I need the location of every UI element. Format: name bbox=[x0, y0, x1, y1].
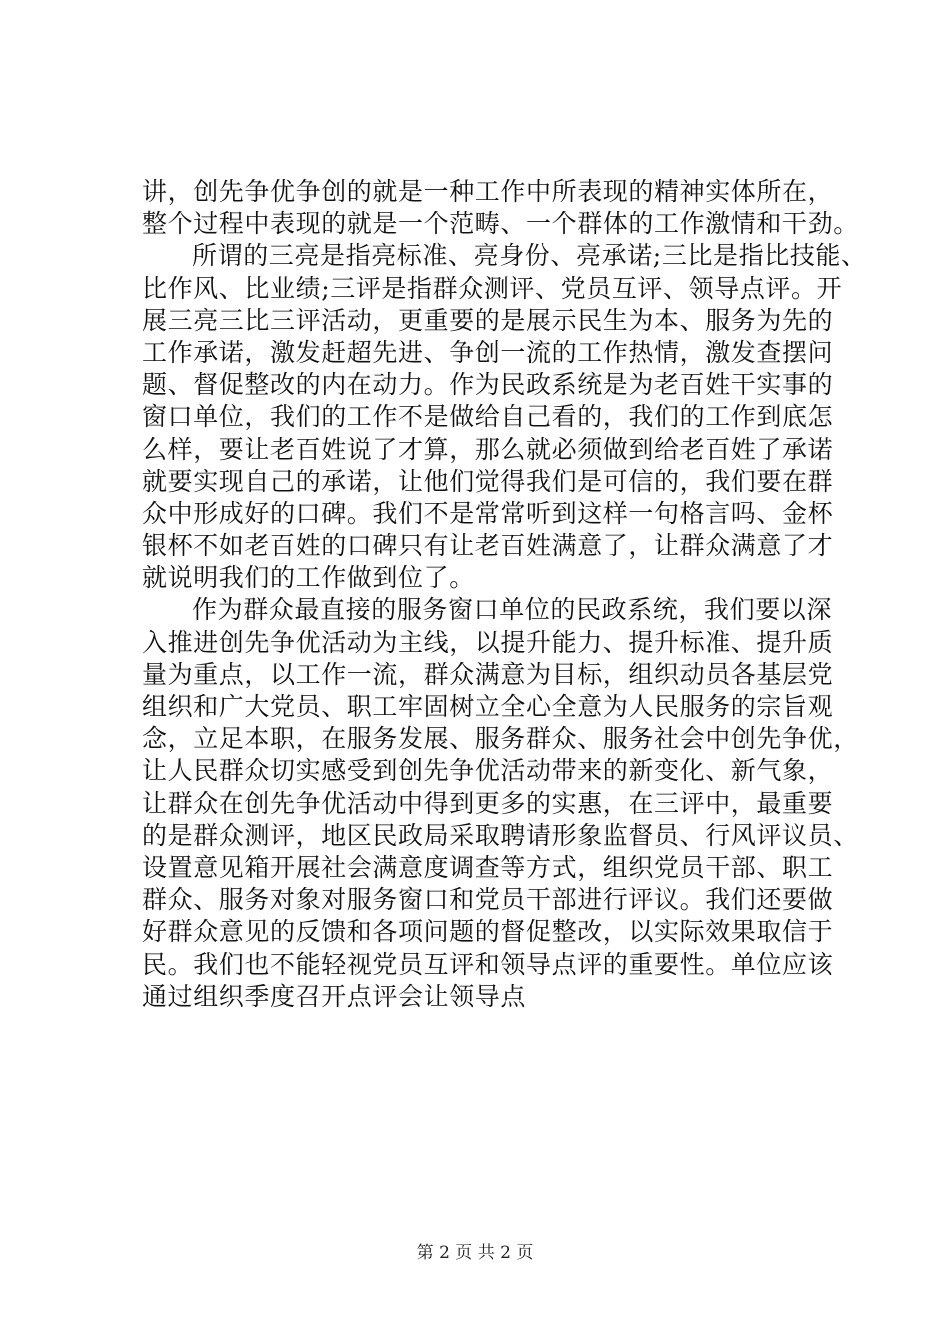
page-number-footer: 第 2 页 共 2 页 bbox=[416, 1243, 534, 1263]
text-line: 就要实现自己的承诺，让他们觉得我们是可信的，我们要在群 bbox=[142, 466, 834, 496]
body-text bbox=[142, 176, 867, 1013]
text-line: 银杯不如老百姓的口碑只有让老百姓满意了，让群众满意了才 bbox=[142, 531, 834, 561]
text-line: 好群众意见的反馈和各项问题的督促整改，以实际效果取信于 bbox=[142, 917, 834, 947]
text-line: 民。我们也不能轻视党员互评和领导点评的重要性。单位应该 bbox=[142, 949, 834, 979]
paragraph-start-line: 所谓的三亮是指亮标准、亮身份、亮承诺;三比是指比技能、 bbox=[192, 241, 867, 271]
text-line: 组织和广大党员、职工牢固树立全心全意为人民服务的宗旨观 bbox=[142, 692, 834, 721]
text-line: 展三亮三比三评活动，更重要的是展示民生为本、服务为先的 bbox=[142, 305, 834, 335]
text-line: 让群众在创先争优活动中得到更多的实惠，在三评中，最重要 bbox=[142, 788, 834, 818]
text-line: 工作承诺，激发赶超先进、争创一流的工作热情，激发查摆问 bbox=[142, 337, 834, 367]
text-line: 设置意见箱开展社会满意度调查等方式，组织党员干部、职工 bbox=[142, 852, 834, 882]
text-line: 入推进创先争优活动为主线，以提升能力、提升标准、提升质 bbox=[142, 627, 834, 657]
text-line: 通过组织季度召开点评会让领导点 bbox=[142, 981, 527, 1011]
paragraph-start-line: 作为群众最直接的服务窗口单位的民政系统，我们要以深 bbox=[192, 595, 833, 625]
text-line: 的是群众测评，地区民政局采取聘请形象监督员、行风评议员、 bbox=[142, 820, 859, 850]
text-line: 题、督促整改的内在动力。作为民政系统是为老百姓干实事的 bbox=[142, 370, 834, 400]
text-line: 让人民群众切实感受到创先争优活动带来的新变化、新气象， bbox=[142, 756, 834, 786]
text-line: 比作风、比业绩;三评是指群众测评、党员互评、领导点评。开 bbox=[142, 273, 843, 303]
text-line: 窗口单位，我们的工作不是做给自己看的，我们的工作到底怎 bbox=[142, 402, 834, 432]
text-line: 就说明我们的工作做到位了。 bbox=[142, 563, 475, 593]
text-line: 念，立足本职，在服务发展、服务群众、服务社会中创先争优， bbox=[142, 724, 859, 754]
text-line: 群众、服务对象对服务窗口和党员干部进行评议。我们还要做 bbox=[142, 885, 834, 915]
text-line: 众中形成好的口碑。我们不是常常听到这样一句格言吗、金杯 bbox=[142, 498, 834, 528]
text-line: 讲，创先争优争创的就是一种工作中所表现的精神实体所在， bbox=[142, 177, 834, 206]
text-line: 量为重点，以工作一流，群众满意为目标，组织动员各基层党 bbox=[142, 659, 834, 689]
text-line: 么样，要让老百姓说了才算，那么就必须做到给老百姓了承诺 bbox=[142, 434, 834, 464]
text-line: 整个过程中表现的就是一个范畴、一个群体的工作激情和干劲。 bbox=[142, 209, 859, 239]
